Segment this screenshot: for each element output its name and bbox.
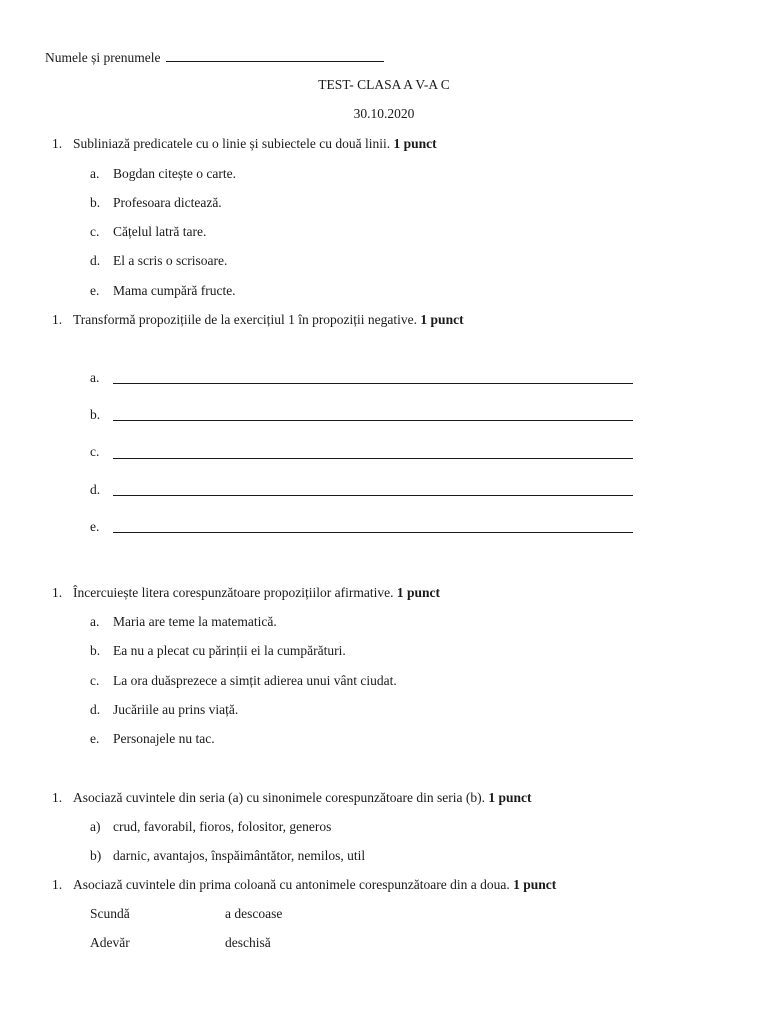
points-label: 1 punct [488,790,532,805]
item-text: Bogdan citește o carte. [113,166,236,181]
item-text: Mama cumpără fructe. [113,283,236,298]
item-label: d. [90,253,101,268]
left-column-word: Scundă [90,906,130,921]
item-label: b. [90,195,101,210]
item-label: a. [90,166,100,181]
item-text: El a scris o scrisoare. [113,253,228,268]
name-label: Numele și prenumele [45,50,161,65]
item-label[interactable]: d. [90,702,101,717]
points-label: 1 punct [396,585,440,600]
item-text: Maria are teme la matematică. [113,614,277,629]
item-text: Personajele nu tac. [113,731,215,746]
item-label[interactable]: e. [90,731,100,746]
question-number: 1. [52,585,63,600]
answer-line-label: e. [90,519,100,534]
series-words: crud, favorabil, fioros, folositor, generos [113,819,332,834]
answer-line[interactable] [113,420,633,421]
answer-line[interactable] [113,383,633,384]
question-text: Asociază cuvintele din prima coloană cu antonimele corespunzătoare din a doua. 1 punct [73,877,557,892]
question-number: 1. [52,877,63,892]
question-text: Transformă propozițiile de la exercițiul 1 în propoziții negative. 1 punct [73,312,464,327]
question-number: 1. [52,790,63,805]
points-label: 1 punct [393,136,437,151]
series-label: b) [90,848,102,863]
item-text: Ea nu a plecat cu părinții ei la cumpărături. [113,643,346,658]
question-number: 1. [52,312,63,327]
item-label[interactable]: b. [90,643,101,658]
item-label[interactable]: a. [90,614,100,629]
answer-line[interactable] [113,495,633,496]
item-text: Jucăriile au prins viață. [113,702,239,717]
points-label: 1 punct [420,312,464,327]
answer-line[interactable] [113,458,633,459]
points-label: 1 punct [513,877,557,892]
right-column-word: deschisă [225,935,271,950]
question-text: Asociază cuvintele din seria (a) cu sinonimele corespunzătoare din seria (b). 1 punct [73,790,532,805]
item-label: c. [90,224,100,239]
answer-line-label: b. [90,407,101,422]
item-label: e. [90,283,100,298]
item-text: La ora duăsprezece a simțit adierea unui vânt ciudat. [113,673,397,688]
item-label[interactable]: c. [90,673,100,688]
right-column-word: a descoase [225,906,283,921]
series-label: a) [90,819,101,834]
item-text: Profesoara dictează. [113,195,222,210]
answer-line[interactable] [113,532,633,533]
series-words: darnic, avantajos, înspăimântător, nemilos, util [113,848,366,863]
test-date: 30.10.2020 [353,106,415,121]
question-number: 1. [52,136,63,151]
answer-line-label: a. [90,370,100,385]
question-text: Subliniază predicatele cu o linie și subiectele cu două linii. 1 punct [73,136,437,151]
item-text: Cățelul latră tare. [113,224,207,239]
name-field-row [45,47,384,66]
test-title: TEST- CLASA A V-A C [318,77,450,92]
answer-line-label: d. [90,482,101,497]
name-blank-line[interactable] [166,47,384,62]
question-text: Încercuiește litera corespunzătoare propozițiilor afirmative. 1 punct [73,585,440,600]
answer-line-label: c. [90,444,100,459]
left-column-word: Adevăr [90,935,130,950]
